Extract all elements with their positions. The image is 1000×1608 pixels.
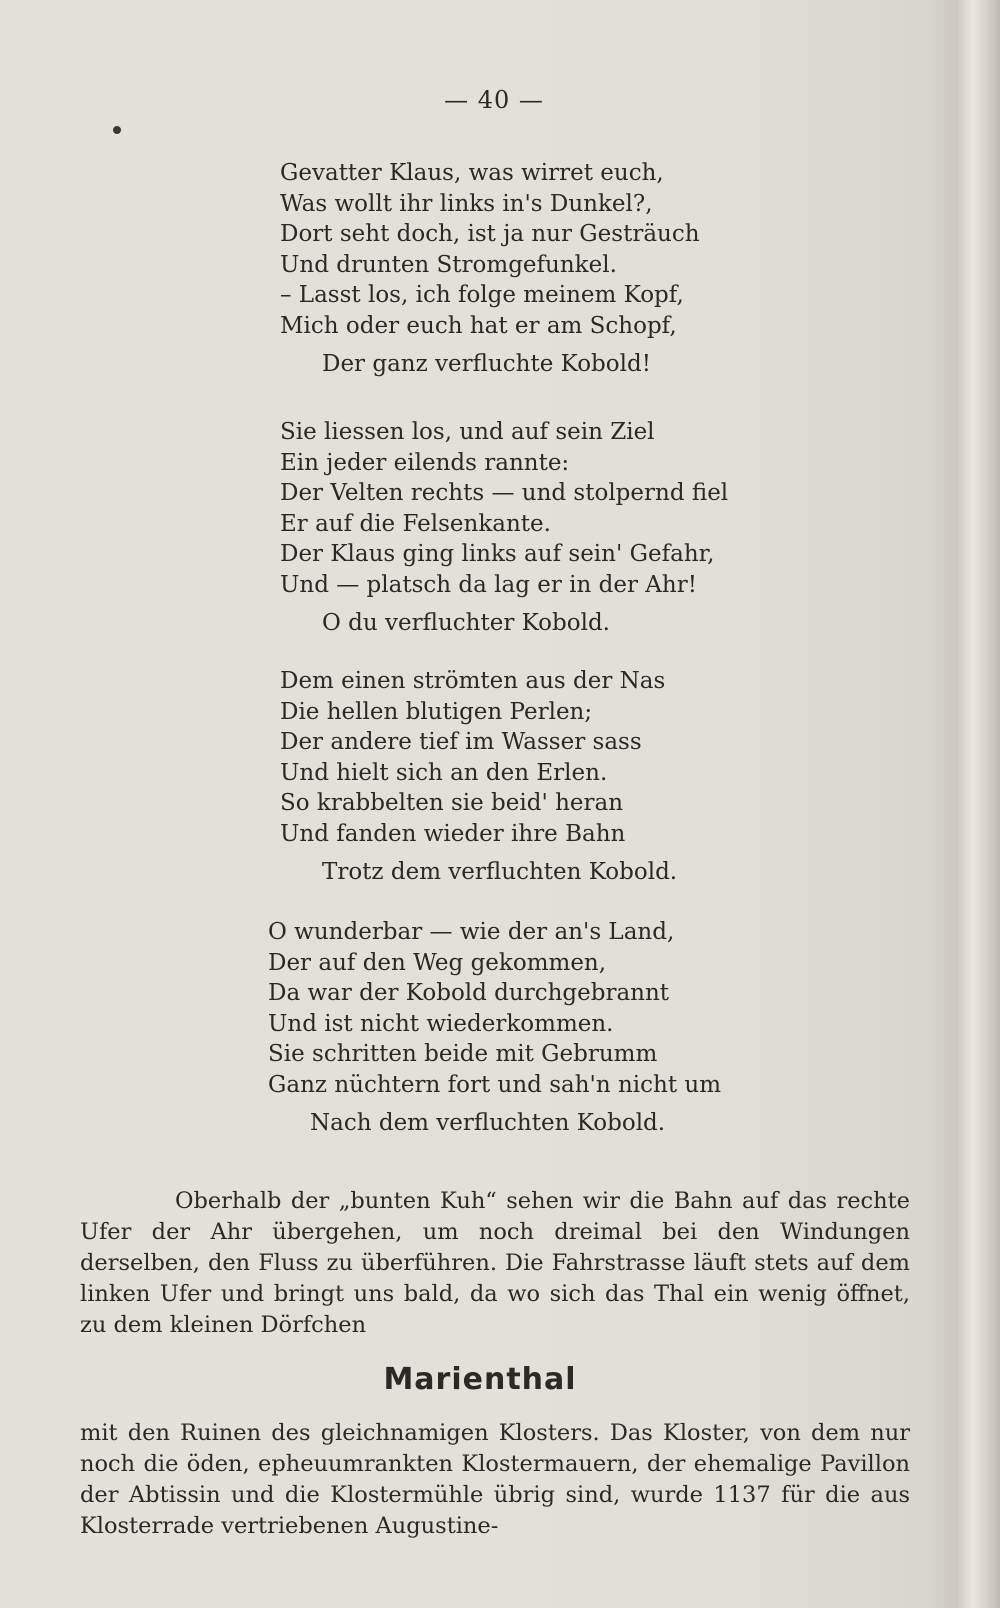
poem-line: Der Klaus ging links auf sein' Gefahr, [280, 541, 715, 567]
poem-line: Und fanden wieder ihre Bahn [280, 820, 626, 847]
poem-line: Die hellen blutigen Perlen; [280, 698, 593, 725]
poem-line: Ganz nüchtern fort und sah'n nicht um [268, 1071, 722, 1098]
poem-refrain: O du verfluchter Kobold. [322, 610, 610, 636]
ink-mark [113, 126, 121, 134]
poem-line: Und ist nicht wiederkommen. [268, 1010, 614, 1037]
poem-line: Ein jeder eilends rannte: [280, 449, 570, 476]
poem-line: Was wollt ihr links in's Dunkel?, [280, 190, 653, 217]
poem-refrain: Trotz dem verfluchten Kobold. [322, 859, 678, 885]
poem-line: Der auf den Weg gekommen, [268, 949, 607, 976]
prose-paragraph-2 [80, 1418, 910, 1542]
poem-line: Gevatter Klaus, was wirret euch, [280, 160, 664, 186]
poem-line: O wunderbar — wie der an's Land, [268, 919, 675, 945]
poem-line: Da war der Kobold durchgebrannt [268, 980, 670, 1006]
poem-line: Mich oder euch hat er am Schopf, [280, 312, 677, 339]
poem-stanza-2 [280, 417, 840, 639]
poem-line: Er auf die Felsenkante. [280, 510, 551, 537]
poem-line: Der andere tief im Wasser sass [280, 729, 642, 755]
poem-line: Sie liessen los, und auf sein Ziel [280, 419, 655, 445]
poem-line: So krabbelten sie beid' heran [280, 790, 624, 816]
paragraph-text: Oberhalb der „bunten Kuh“ sehen wir die Bahn auf das rechte Ufer der Ahr übergehen, um noch dreimal bei den Windungen derselben, den Fluss zu überführen. Die Fahrstrasse läuft stets auf dem linken Ufer und bringt uns bald, da wo sich das Thal ein wenig öffnet, zu dem kleinen Dörfchen [80, 1188, 910, 1338]
poem-stanza-3 [280, 666, 840, 888]
poem-refrain: Der ganz verfluchte Kobold! [322, 351, 651, 377]
place-heading: Marienthal [383, 1362, 577, 1397]
poem-line: Und — platsch da lag er in der Ahr! [280, 571, 697, 598]
poem-stanza-1 [280, 158, 840, 380]
poem-line: Sie schritten beide mit Gebrumm [268, 1041, 658, 1067]
poem-line: Der Velten rechts — und stolpernd fiel [280, 480, 729, 506]
prose-paragraph-1 [80, 1186, 910, 1341]
poem-line: Und drunten Stromgefunkel. [280, 251, 617, 278]
poem-stanza-4 [268, 917, 828, 1139]
poem-line: – Lasst los, ich folge meinem Kopf, [280, 282, 684, 308]
poem-line: Dort seht doch, ist ja nur Gesträuch [280, 221, 700, 247]
page-number: — 40 — [444, 86, 544, 114]
poem-line: Dem einen strömten aus der Nas [280, 668, 666, 694]
paragraph-text: mit den Ruinen des gleichnamigen Klosters. Das Kloster, von dem nur noch die öden, epheuumrankten Klostermauern, der ehemalige Pavillon der Abtissin und die Klostermühle übrig sind, wurde 1137 für die aus Klosterrade vertriebenen Augustine- [80, 1420, 910, 1539]
poem-line: Und hielt sich an den Erlen. [280, 759, 608, 786]
poem-refrain: Nach dem verfluchten Kobold. [310, 1110, 666, 1136]
